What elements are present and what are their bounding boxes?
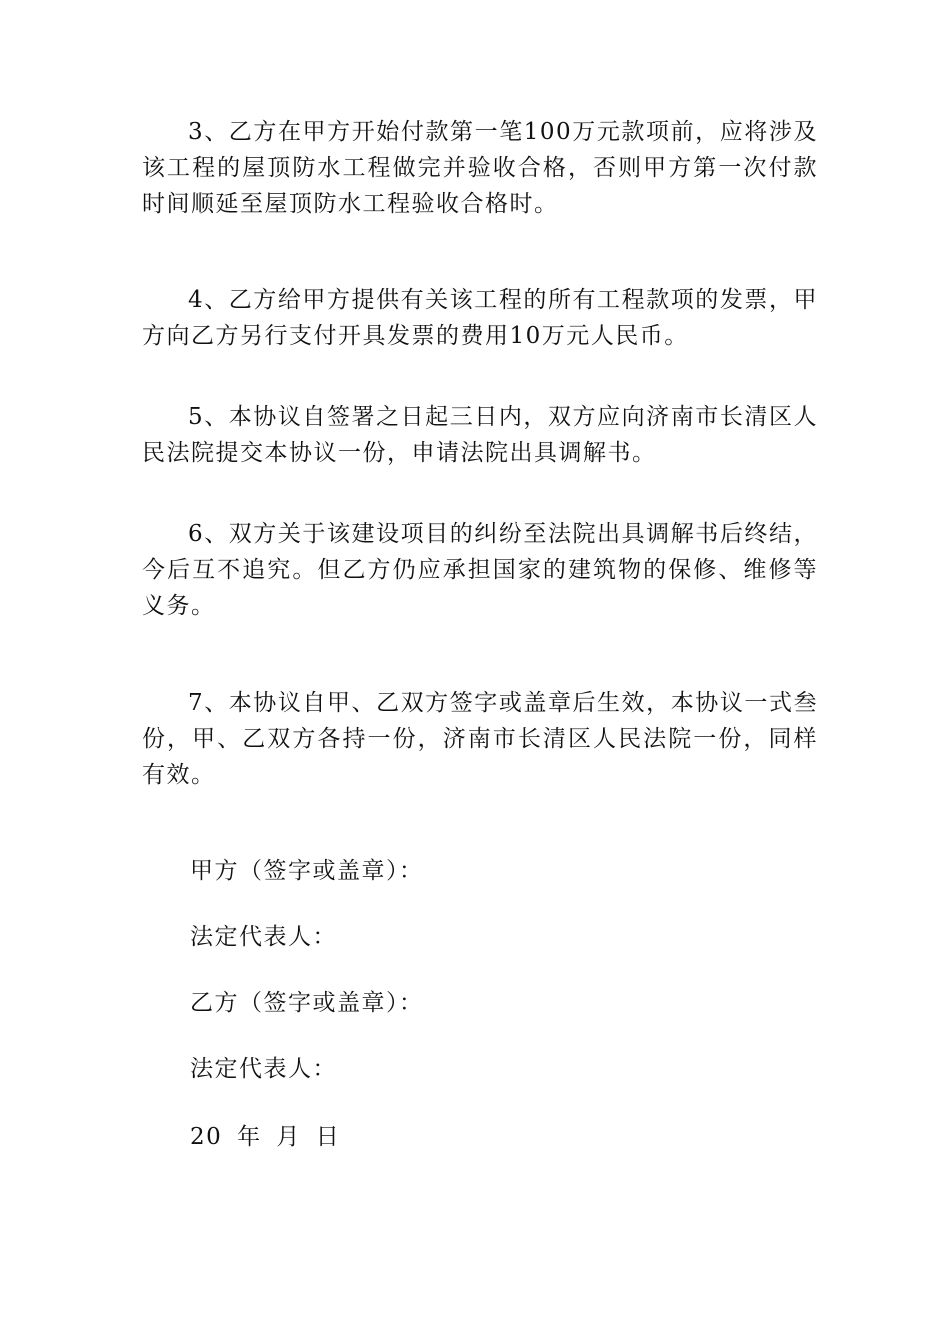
party-b-signature-label: 乙方（签字或盖章）： <box>190 990 424 1016</box>
clause-7: 7、本协议自甲、乙双方签字或盖章后生效，本协议一式叁份，甲、乙双方各持一份，济南市长清区人民法院一份，同样有效。 <box>142 690 818 788</box>
clause-3: 3、乙方在甲方开始付款第一笔100万元款项前，应将涉及该工程的屋顶防水工程做完并验收合格，否则甲方第一次付款时间顺延至屋顶防水工程验收合格时。 <box>142 119 818 217</box>
party-a-signature-label: 甲方（签字或盖章）： <box>190 858 424 884</box>
party-b-representative-label: 法定代表人： <box>190 1056 337 1082</box>
clause-5: 5、本协议自签署之日起三日内，双方应向济南市长清区人民法院提交本协议一份，申请法院出具调解书。 <box>142 404 818 466</box>
clause-4: 4、乙方给甲方提供有关该工程的所有工程款项的发票，甲方向乙方另行支付开具发票的费用10万元人民币。 <box>142 287 818 349</box>
clause-6: 6、双方关于该建设项目的纠纷至法院出具调解书后终结，今后互不追究。但乙方仍应承担国家的建筑物的保修、维修等义务。 <box>142 521 818 619</box>
party-a-representative-label: 法定代表人： <box>190 924 337 950</box>
date-line: 20 年 月 日 <box>190 1124 341 1150</box>
